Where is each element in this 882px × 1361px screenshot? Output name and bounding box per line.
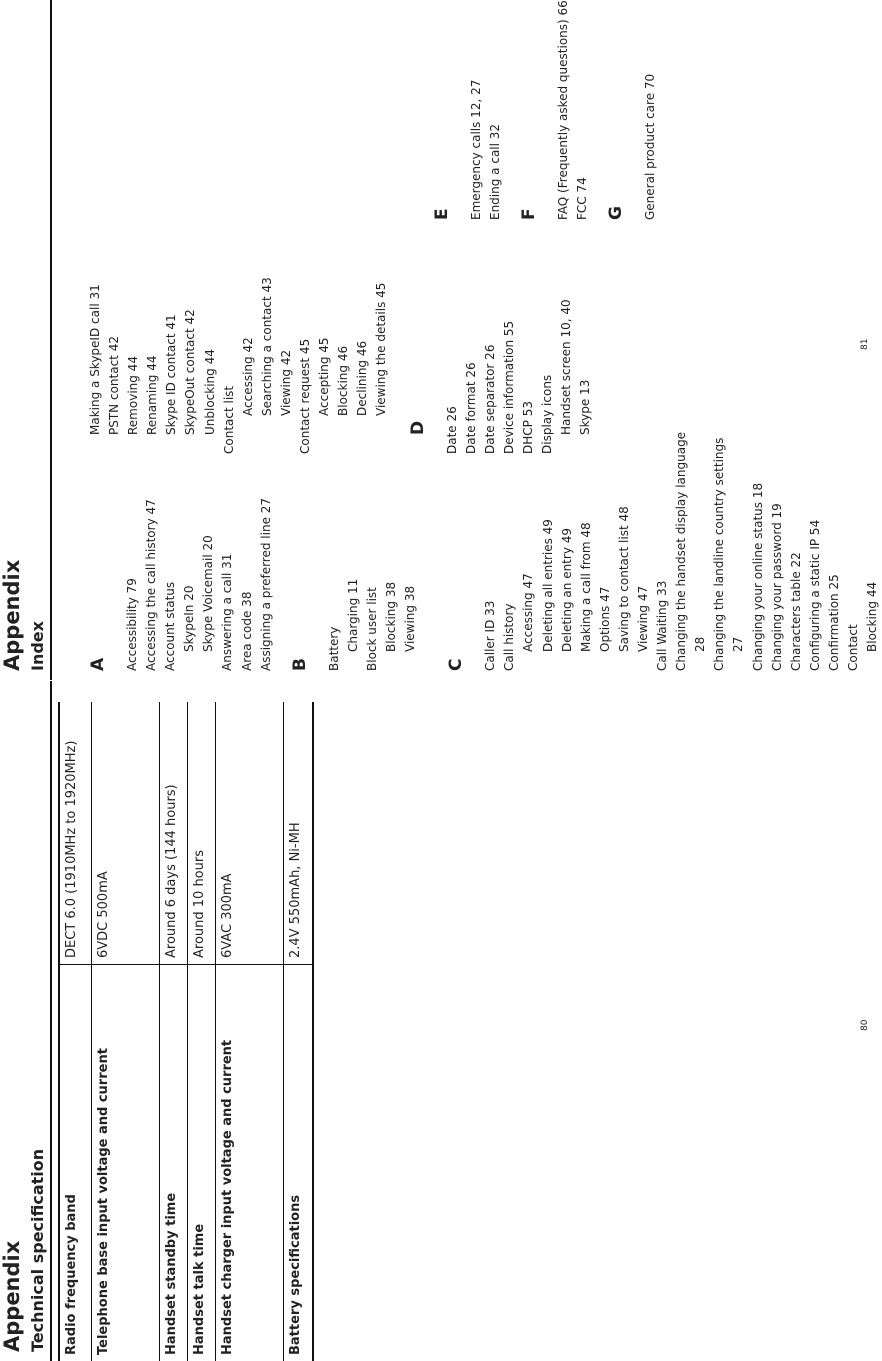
index-entry: Deleting all entries 49 bbox=[540, 519, 555, 652]
index-entry: Area code 38 bbox=[239, 591, 254, 671]
index-entry: Viewing 42 bbox=[278, 349, 293, 416]
index-letter: F bbox=[519, 208, 540, 220]
index-entry: Unblocking 44 bbox=[202, 349, 217, 435]
index-entry: 28 bbox=[693, 636, 708, 652]
index-entry: Display icons bbox=[539, 374, 554, 454]
index-entry: Account status bbox=[163, 581, 178, 671]
index-entry: Declining 46 bbox=[355, 340, 370, 416]
title-rule bbox=[50, 681, 52, 1361]
index-entry: Viewing the details 45 bbox=[374, 282, 389, 416]
index-entry: Viewing 38 bbox=[403, 585, 418, 652]
table-row bbox=[91, 702, 159, 1361]
index-entry: Charging 11 bbox=[345, 578, 360, 652]
index-column-1 bbox=[86, 431, 882, 671]
index-entry: Blocking 38 bbox=[384, 581, 399, 652]
page-title: Appendix bbox=[0, 1240, 24, 1352]
index-entry: Viewing 47 bbox=[635, 585, 650, 652]
index-entry: Changing your password 19 bbox=[769, 503, 784, 671]
index-entry: Call Waiting 33 bbox=[655, 580, 670, 671]
index-entry: Call history bbox=[502, 603, 517, 671]
left-page bbox=[0, 681, 874, 1361]
index-entry: Battery bbox=[326, 626, 341, 671]
index-entry: Accessing the call history 47 bbox=[144, 499, 159, 671]
index-entry: PSTN contact 42 bbox=[107, 336, 122, 435]
section-title: Index bbox=[28, 621, 47, 671]
index-entry: Answering a call 31 bbox=[220, 553, 235, 671]
index-entry: Ending a call 32 bbox=[488, 123, 503, 220]
table-row bbox=[215, 702, 283, 1361]
index-entry: Changing the landline country settings bbox=[712, 437, 727, 671]
index-entry: Date format 26 bbox=[463, 362, 478, 454]
page-number: 80 bbox=[860, 1019, 870, 1031]
section-title: Technical specification bbox=[28, 1148, 47, 1352]
index-letter: C bbox=[446, 658, 467, 671]
index-entry: Contact bbox=[846, 624, 860, 671]
index-entry: FAQ (Frequently asked questions) 66 bbox=[556, 0, 571, 220]
spec-value: Around 10 hours bbox=[187, 702, 215, 965]
index-entry: Assigning a preferred line 27 bbox=[258, 497, 273, 671]
index-letter: A bbox=[88, 657, 108, 671]
index-entry: 27 bbox=[731, 636, 746, 652]
spec-label: Radio frequency band bbox=[59, 965, 91, 1361]
index-letter: B bbox=[289, 658, 310, 671]
spec-table bbox=[58, 702, 314, 1361]
index-entry: Date 26 bbox=[444, 406, 459, 454]
spec-label: Handset talk time bbox=[187, 965, 215, 1361]
index-entry: Date separator 26 bbox=[482, 344, 497, 454]
page-title: Appendix bbox=[0, 559, 24, 671]
spec-value: 2.4V 550mAh, Ni-MH bbox=[283, 702, 313, 965]
index-entry: Emergency calls 12, 27 bbox=[469, 79, 483, 220]
index-entry: Skype Voicemail 20 bbox=[201, 535, 216, 652]
spec-label: Battery specifications bbox=[283, 965, 313, 1361]
table-row bbox=[187, 702, 215, 1361]
spec-value: Around 6 days (144 hours) bbox=[159, 702, 187, 965]
index-entry: FCC 74 bbox=[575, 177, 590, 220]
index-entry: Blocking 46 bbox=[336, 345, 351, 416]
index-entry: Contact request 45 bbox=[298, 338, 313, 454]
index-entry: Caller ID 33 bbox=[483, 600, 498, 671]
index-entry: General product care 70 bbox=[643, 73, 658, 220]
index-entry: Accessibility 79 bbox=[125, 578, 139, 671]
index-entry: Options 47 bbox=[597, 586, 612, 652]
index-entry: Making a SkypeID call 31 bbox=[88, 284, 102, 435]
index-column-3 bbox=[86, 0, 660, 220]
index-entry: Handset screen 10, 40 bbox=[559, 299, 574, 435]
spec-value: 6VDC 500mA bbox=[91, 702, 159, 965]
table-row bbox=[159, 702, 187, 1361]
index-entry: SkypeOut contact 42 bbox=[183, 309, 198, 435]
spec-value: 6VAC 300mA bbox=[215, 702, 283, 965]
index-entry: Changing your online status 18 bbox=[750, 482, 765, 671]
index-entry: Confirmation 25 bbox=[826, 574, 841, 671]
index-entry: Blocking 44 bbox=[865, 581, 880, 652]
index-entry: Skype ID contact 41 bbox=[164, 314, 179, 435]
index-entry: Contact list bbox=[221, 385, 236, 454]
index-entry: Configuring a static IP 54 bbox=[807, 519, 822, 671]
spec-label: Telephone base input voltage and current bbox=[91, 965, 159, 1361]
table-row bbox=[283, 702, 313, 1361]
index-entry: Accessing 42 bbox=[240, 337, 255, 416]
index-entry: Saving to contact list 48 bbox=[616, 506, 631, 652]
index-letter: G bbox=[606, 206, 627, 220]
index-entry: Renaming 44 bbox=[145, 355, 160, 435]
index-entry: Making a call from 48 bbox=[578, 522, 593, 652]
index-entry: Characters table 22 bbox=[788, 552, 803, 671]
index-entry: Accepting 45 bbox=[317, 337, 332, 416]
index-entry: Searching a contact 43 bbox=[259, 277, 274, 416]
spec-value: DECT 6.0 (1910MHz to 1920MHz) bbox=[64, 740, 79, 958]
page-number: 81 bbox=[860, 338, 870, 350]
index-entry: Device information 55 bbox=[501, 320, 516, 454]
index-entry: Accessing 47 bbox=[521, 573, 536, 652]
table-row bbox=[59, 702, 91, 1361]
index-entry: Skype 13 bbox=[578, 379, 593, 435]
index-letter: E bbox=[432, 208, 452, 220]
index-entry: Removing 44 bbox=[126, 356, 141, 435]
index-entry: DHCP 53 bbox=[520, 401, 535, 454]
index-column-2 bbox=[86, 230, 595, 454]
index-letter: D bbox=[407, 420, 428, 435]
index-entry: SkypeIn 20 bbox=[182, 585, 197, 652]
right-page bbox=[0, 0, 880, 680]
spec-label: Handset standby time bbox=[159, 965, 187, 1361]
title-rule bbox=[50, 0, 52, 680]
index-entry: Block user list bbox=[364, 587, 379, 671]
index-entry: Changing the handset display language bbox=[674, 431, 689, 671]
spec-label: Handset charger input voltage and current bbox=[215, 965, 283, 1361]
index-entry: Deleting an entry 49 bbox=[559, 527, 574, 652]
